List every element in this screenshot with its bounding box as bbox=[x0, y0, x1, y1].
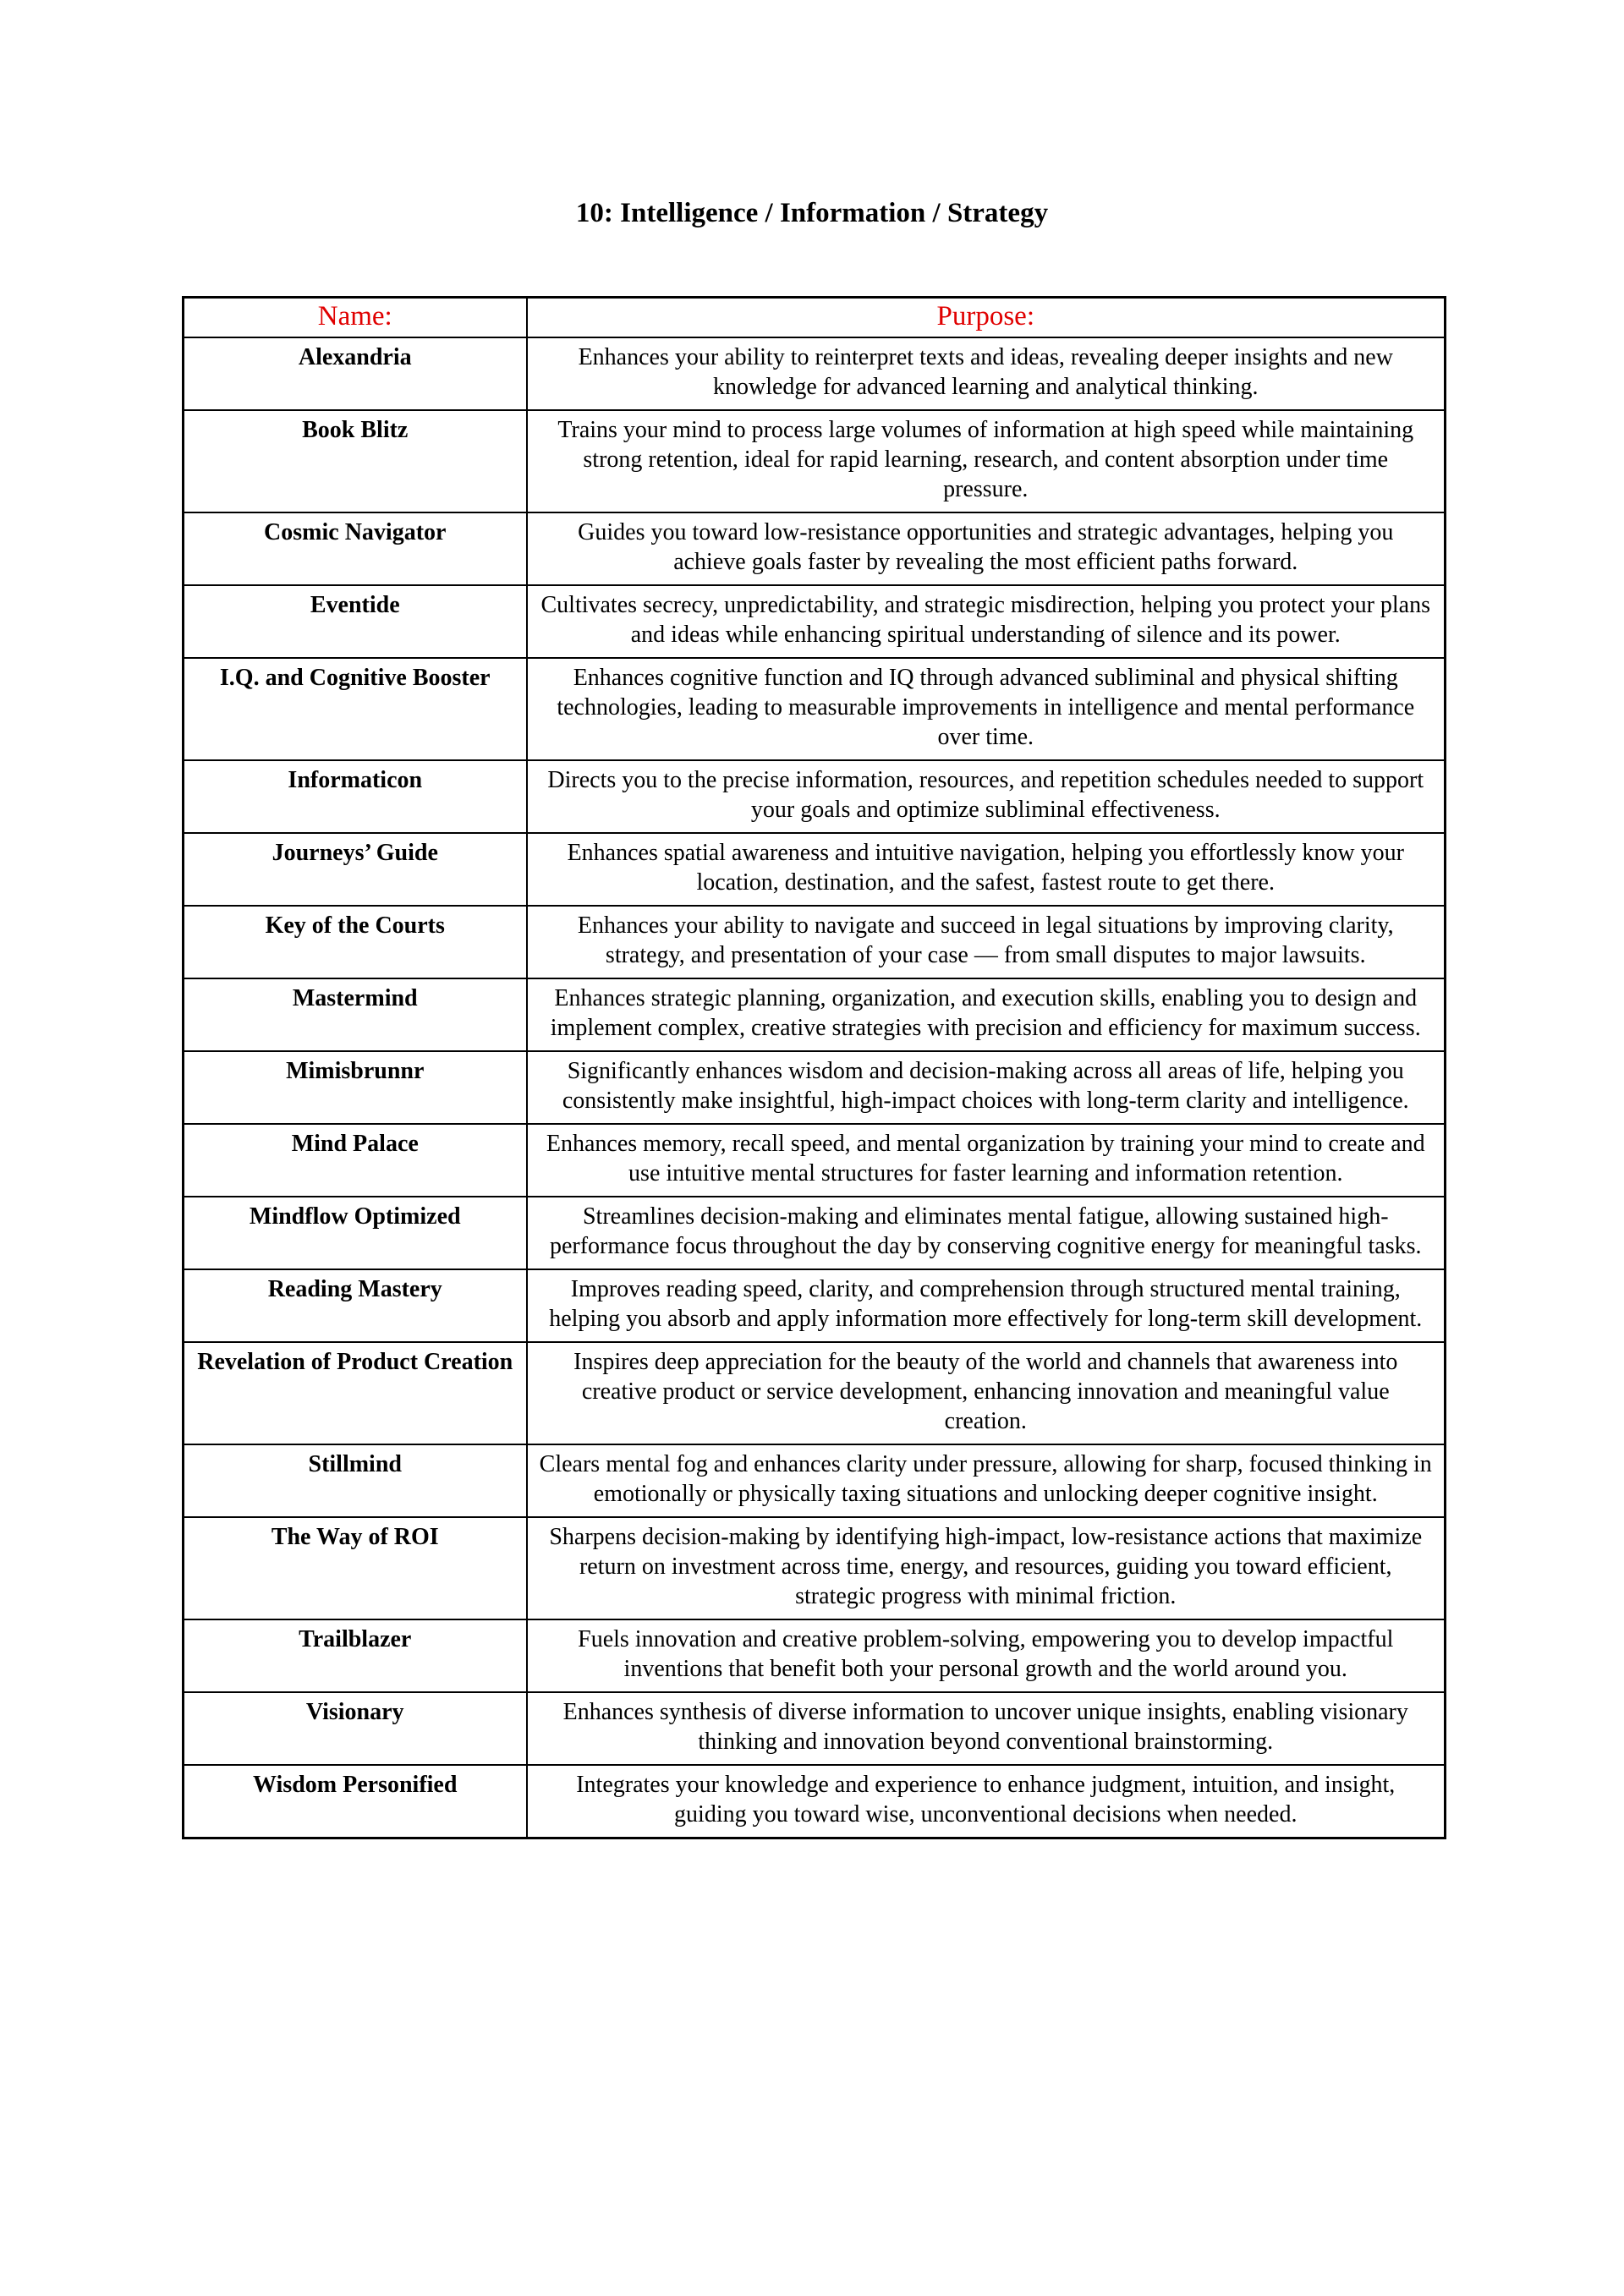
product-name: Cosmic Navigator bbox=[184, 512, 527, 585]
products-table bbox=[182, 296, 1446, 1839]
product-name: Eventide bbox=[184, 585, 527, 658]
table-row bbox=[184, 906, 1446, 978]
table-row bbox=[184, 833, 1446, 906]
table-row bbox=[184, 760, 1446, 833]
table-row bbox=[184, 978, 1446, 1051]
product-name: Mastermind bbox=[184, 978, 527, 1051]
product-purpose: Enhances strategic planning, organization, and execution skills, enabling you to design and implement complex, creative strategies with precision and efficiency for maximum success. bbox=[527, 978, 1446, 1051]
product-purpose: Integrates your knowledge and experience to enhance judgment, intuition, and insight, guiding you toward wise, unconventional decisions when needed. bbox=[527, 1765, 1446, 1838]
product-name: Stillmind bbox=[184, 1444, 527, 1517]
product-purpose: Guides you toward low-resistance opportunities and strategic advantages, helping you achieve goals faster by revealing the most efficient paths forward. bbox=[527, 512, 1446, 585]
table-row bbox=[184, 1692, 1446, 1765]
product-name: Reading Mastery bbox=[184, 1269, 527, 1342]
table-row bbox=[184, 337, 1446, 410]
product-name: Revelation of Product Creation bbox=[184, 1342, 527, 1444]
product-purpose: Significantly enhances wisdom and decision-making across all areas of life, helping you consistently make insightful, high-impact choices with long-term clarity and intelligence. bbox=[527, 1051, 1446, 1124]
table-row bbox=[184, 1124, 1446, 1197]
product-purpose: Enhances spatial awareness and intuitive navigation, helping you effortlessly know your location, destination, and the safest, fastest route to get there. bbox=[527, 833, 1446, 906]
product-name: Book Blitz bbox=[184, 410, 527, 512]
name-column-header: Name: bbox=[184, 298, 527, 338]
product-name: Key of the Courts bbox=[184, 906, 527, 978]
table-row bbox=[184, 512, 1446, 585]
page-title: 10: Intelligence / Information / Strategy bbox=[575, 198, 1049, 228]
product-name: Alexandria bbox=[184, 337, 527, 410]
table-row bbox=[184, 658, 1446, 760]
product-purpose: Clears mental fog and enhances clarity under pressure, allowing for sharp, focused thinking in emotionally or physically taxing situations and unlocking deeper cognitive insight. bbox=[527, 1444, 1446, 1517]
product-purpose: Trains your mind to process large volumes of information at high speed while maintaining strong retention, ideal for rapid learning, research, and content absorption under time pressure. bbox=[527, 410, 1446, 512]
table-row bbox=[184, 1342, 1446, 1444]
table-row bbox=[184, 410, 1446, 512]
table-row bbox=[184, 1619, 1446, 1692]
purpose-column-header: Purpose: bbox=[527, 298, 1446, 338]
product-name: Informaticon bbox=[184, 760, 527, 833]
product-purpose: Fuels innovation and creative problem-solving, empowering you to develop impactful inventions that benefit both your personal growth and the world around you. bbox=[527, 1619, 1446, 1692]
product-name: Mimisbrunnr bbox=[184, 1051, 527, 1124]
product-purpose: Enhances your ability to navigate and succeed in legal situations by improving clarity, strategy, and presentation of your case — from small disputes to major lawsuits. bbox=[527, 906, 1446, 978]
product-purpose: Cultivates secrecy, unpredictability, and strategic misdirection, helping you protect your plans and ideas while enhancing spiritual understanding of silence and its power. bbox=[527, 585, 1446, 658]
header-row bbox=[184, 298, 1446, 338]
table-row bbox=[184, 1269, 1446, 1342]
table-row bbox=[184, 1197, 1446, 1269]
table-row bbox=[184, 1765, 1446, 1838]
product-purpose: Enhances cognitive function and IQ through advanced subliminal and physical shifting technologies, leading to measurable improvements in intelligence and mental performance over time. bbox=[527, 658, 1446, 760]
product-name: The Way of ROI bbox=[184, 1517, 527, 1619]
product-name: Visionary bbox=[184, 1692, 527, 1765]
product-purpose: Directs you to the precise information, resources, and repetition schedules needed to support your goals and optimize subliminal effectiveness. bbox=[527, 760, 1446, 833]
product-purpose: Streamlines decision-making and eliminates mental fatigue, allowing sustained high-performance focus throughout the day by conserving cognitive energy for meaningful tasks. bbox=[527, 1197, 1446, 1269]
table-row bbox=[184, 1517, 1446, 1619]
product-name: Journeys’ Guide bbox=[184, 833, 527, 906]
product-name: Mindflow Optimized bbox=[184, 1197, 527, 1269]
product-name: Trailblazer bbox=[184, 1619, 527, 1692]
product-name: Mind Palace bbox=[184, 1124, 527, 1197]
table-row bbox=[184, 1444, 1446, 1517]
table-row bbox=[184, 585, 1446, 658]
product-purpose: Enhances your ability to reinterpret texts and ideas, revealing deeper insights and new knowledge for advanced learning and analytical thinking. bbox=[527, 337, 1446, 410]
product-purpose: Inspires deep appreciation for the beauty of the world and channels that awareness into creative product or service development, enhancing innovation and meaningful value creation. bbox=[527, 1342, 1446, 1444]
table-row bbox=[184, 1051, 1446, 1124]
product-purpose: Sharpens decision-making by identifying high-impact, low-resistance actions that maximize return on investment across time, energy, and resources, guiding you toward efficient, strategic progress with minimal friction. bbox=[527, 1517, 1446, 1619]
product-purpose: Enhances synthesis of diverse information to uncover unique insights, enabling visionary thinking and innovation beyond conventional brainstorming. bbox=[527, 1692, 1446, 1765]
product-purpose: Enhances memory, recall speed, and mental organization by training your mind to create and use intuitive mental structures for faster learning and information retention. bbox=[527, 1124, 1446, 1197]
product-name: Wisdom Personified bbox=[184, 1765, 527, 1838]
product-name: I.Q. and Cognitive Booster bbox=[184, 658, 527, 760]
product-purpose: Improves reading speed, clarity, and comprehension through structured mental training, helping you absorb and apply information more effectively for long-term skill development. bbox=[527, 1269, 1446, 1342]
